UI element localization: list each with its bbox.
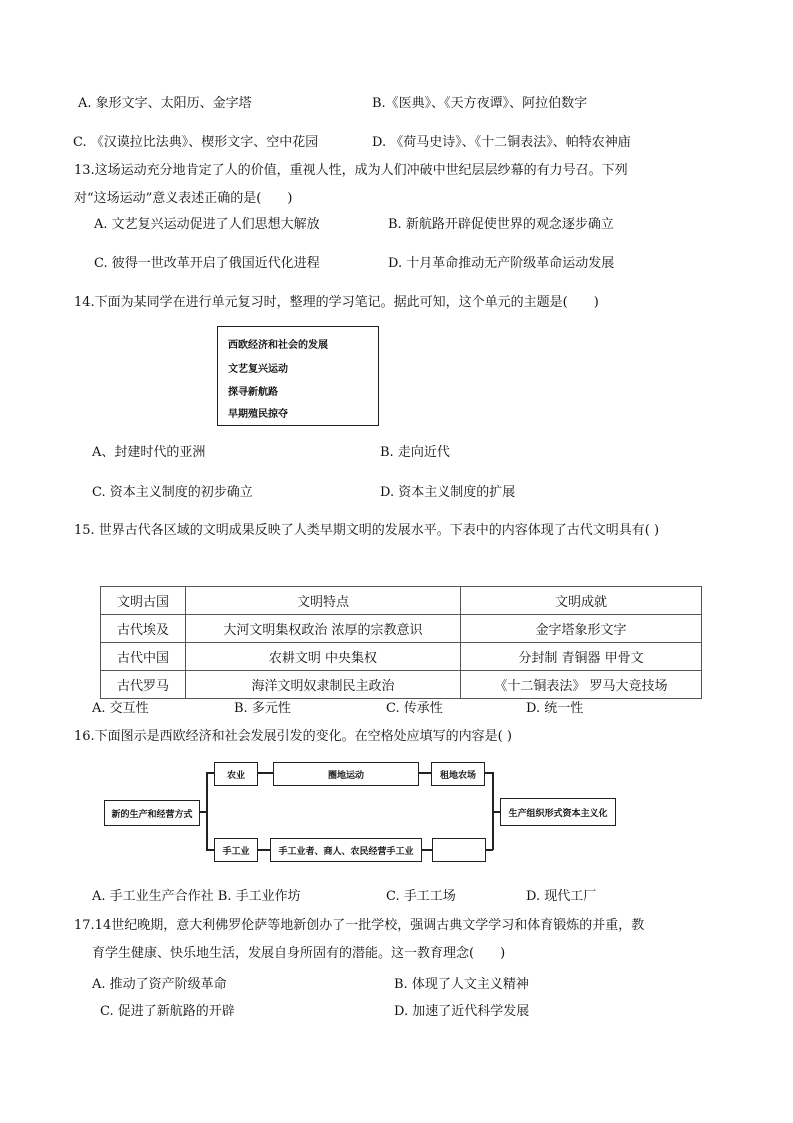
notes-line-4: 早期殖民掠夺 (228, 409, 288, 420)
q12-option-c: C. 《汉谟拉比法典》、楔形文字、空中花园 (73, 135, 319, 150)
q12-option-b: B.《医典》、《天方夜谭》、阿拉伯数字 (372, 96, 588, 111)
q15-option-a: A. 交互性 (92, 701, 149, 716)
connector (258, 849, 270, 851)
table-row (101, 671, 702, 699)
q13-stem-line1: 13.这场运动充分地肯定了人的价值，重视人性，成为人们冲破中世纪层层纱幕的有力号召。下列 (74, 163, 628, 178)
diagram-box-agriculture: 农业 (214, 762, 258, 786)
q14-option-b: B. 走向近代 (380, 445, 450, 460)
q17-stem-line1: 17.14世纪晚期，意大利佛罗伦萨等地新创办了一批学校，强调古典文学学习和体育锻炼的并重，教 (74, 918, 645, 933)
q17-stem-line2: 育学生健康、快乐地生活，发展自身所固有的潜能。这一教育理念( ) (92, 946, 506, 961)
q13-option-b: B. 新航路开辟促使世界的观念逐步确立 (388, 217, 614, 232)
q16-option-c: C. 手工工场 (386, 889, 456, 904)
table-header: 文明特点 (186, 587, 461, 615)
notes-line-3: 探寻新航路 (228, 387, 278, 398)
table-row (101, 615, 702, 643)
q14-option-a: A、封建时代的亚洲 (92, 445, 206, 460)
diagram-box-leased-farm: 租地农场 (431, 762, 485, 786)
diagram-box-handicraft-operators: 手工业者、商人、农民经营手工业 (270, 838, 422, 862)
q16-stem: 16.下面图示是西欧经济和社会发展引发的变化。在空格处应填写的内容是( ) (74, 729, 512, 744)
table-cell: 古代埃及 (101, 615, 186, 643)
diagram-blank-box (432, 838, 486, 862)
q13-stem-line2: 对“这场运动”意义表述正确的是( ) (74, 191, 293, 206)
table-cell: 农耕文明 中央集权 (186, 643, 461, 671)
q14-option-c: C. 资本主义制度的初步确立 (92, 485, 253, 500)
notes-line-1: 西欧经济和社会的发展 (228, 340, 328, 351)
diagram-box-right: 生产组织形式资本主义化 (500, 798, 616, 826)
q17-option-b: B. 体现了人文主义精神 (394, 977, 529, 992)
q15-option-d: D. 统一性 (526, 701, 584, 716)
table-cell: 金字塔象形文字 (461, 615, 702, 643)
q16-option-d: D. 现代工厂 (526, 889, 597, 904)
table-cell: 古代罗马 (101, 671, 186, 699)
q14-stem: 14.下面为某同学在进行单元复习时，整理的学习笔记。据此可知，这个单元的主题是( ) (74, 295, 599, 310)
table-cell: 大河文明集权政治 浓厚的宗教意识 (186, 615, 461, 643)
diagram-box-left: 新的生产和经营方式 (104, 800, 200, 826)
connector (206, 849, 214, 851)
connector (419, 772, 431, 774)
notes-line-2: 文艺复兴运动 (228, 364, 288, 375)
table-cell: 海洋文明奴隶制民主政治 (186, 671, 461, 699)
q14-option-d: D. 资本主义制度的扩展 (380, 485, 516, 500)
connector (492, 811, 500, 813)
q12-option-d: D. 《荷马史诗》、《十二铜表法》、帕特农神庙 (372, 135, 631, 150)
q17-option-c: C. 促进了新航路的开辟 (100, 1004, 235, 1019)
diagram-box-handicraft: 手工业 (214, 838, 258, 862)
q12-option-a: A. 象形文字、太阳历、金字塔 (78, 96, 252, 111)
q13-option-c: C. 彼得一世改革开启了俄国近代化进程 (94, 256, 320, 271)
table-cell: 分封制 青铜器 甲骨文 (461, 643, 702, 671)
study-notes-box (217, 326, 379, 426)
q15-option-c: C. 传承性 (386, 701, 443, 716)
q17-option-a: A. 推动了资产阶级革命 (92, 977, 227, 992)
connector (422, 849, 432, 851)
table-header: 文明成就 (461, 587, 702, 615)
table-header: 文明古国 (101, 587, 186, 615)
table-cell: 古代中国 (101, 643, 186, 671)
connector (206, 772, 214, 774)
table-header-row (101, 587, 702, 615)
q15-stem: 15. 世界古代各区域的文明成果反映了人类早期文明的发展水平。下表中的内容体现了古代文明具有( ) (74, 523, 660, 538)
connector (258, 772, 273, 774)
table-cell: 《十二铜表法》 罗马大竞技场 (461, 671, 702, 699)
civilization-table (100, 586, 702, 699)
diagram-box-enclosure: 圈地运动 (273, 762, 419, 786)
connector (206, 772, 208, 850)
table-row (101, 643, 702, 671)
q15-option-b: B. 多元性 (234, 701, 291, 716)
q16-option-a-b: A. 手工业生产合作社 B. 手工业作坊 (92, 889, 301, 904)
q13-option-d: D. 十月革命推动无产阶级革命运动发展 (388, 256, 615, 271)
q13-option-a: A. 文艺复兴运动促进了人们思想大解放 (94, 217, 320, 232)
q17-option-d: D. 加速了近代科学发展 (394, 1004, 530, 1019)
